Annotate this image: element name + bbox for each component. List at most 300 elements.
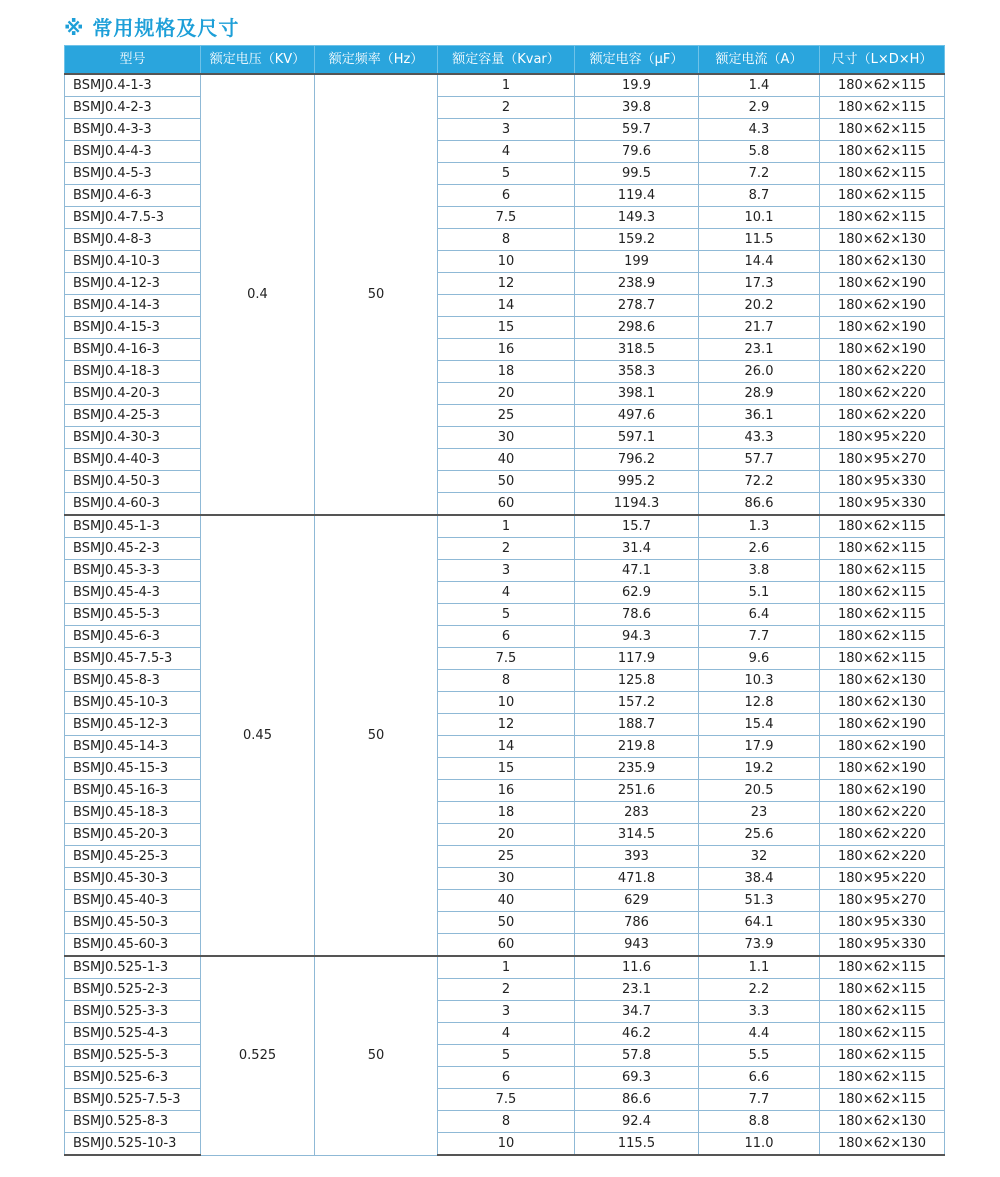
cell-dimensions: 180×62×130 — [820, 1133, 945, 1156]
cell-capacitance: 358.3 — [575, 361, 699, 383]
cell-model: BSMJ0.45-5-3 — [65, 604, 201, 626]
cell-capacitance: 298.6 — [575, 317, 699, 339]
header-voltage: 额定电压（KV） — [201, 46, 315, 75]
cell-capacity: 20 — [438, 383, 575, 405]
cell-model: BSMJ0.525-5-3 — [65, 1045, 201, 1067]
cell-model: BSMJ0.4-2-3 — [65, 97, 201, 119]
cell-model: BSMJ0.4-16-3 — [65, 339, 201, 361]
cell-current: 51.3 — [699, 890, 820, 912]
cell-current: 11.5 — [699, 229, 820, 251]
cell-model: BSMJ0.4-4-3 — [65, 141, 201, 163]
cell-model: BSMJ0.525-6-3 — [65, 1067, 201, 1089]
cell-dimensions: 180×62×130 — [820, 229, 945, 251]
cell-dimensions: 180×62×115 — [820, 979, 945, 1001]
cell-model: BSMJ0.45-15-3 — [65, 758, 201, 780]
cell-capacitance: 117.9 — [575, 648, 699, 670]
cell-dimensions: 180×62×190 — [820, 736, 945, 758]
cell-capacitance: 119.4 — [575, 185, 699, 207]
cell-capacitance: 597.1 — [575, 427, 699, 449]
cell-current: 1.4 — [699, 74, 820, 97]
cell-model: BSMJ0.45-25-3 — [65, 846, 201, 868]
cell-dimensions: 180×62×130 — [820, 251, 945, 273]
table-row — [65, 427, 945, 449]
cell-model: BSMJ0.45-30-3 — [65, 868, 201, 890]
table-row — [65, 692, 945, 714]
cell-dimensions: 180×62×115 — [820, 648, 945, 670]
cell-capacity: 1 — [438, 74, 575, 97]
table-row — [65, 846, 945, 868]
cell-capacity: 15 — [438, 758, 575, 780]
cell-current: 2.9 — [699, 97, 820, 119]
cell-dimensions: 180×62×115 — [820, 74, 945, 97]
cell-current: 38.4 — [699, 868, 820, 890]
table-row — [65, 339, 945, 361]
cell-current: 10.1 — [699, 207, 820, 229]
header-row — [65, 46, 945, 75]
cell-capacitance: 149.3 — [575, 207, 699, 229]
cell-model: BSMJ0.525-4-3 — [65, 1023, 201, 1045]
table-row — [65, 229, 945, 251]
cell-model: BSMJ0.525-3-3 — [65, 1001, 201, 1023]
cell-capacity: 50 — [438, 471, 575, 493]
cell-capacity: 8 — [438, 670, 575, 692]
cell-capacitance: 79.6 — [575, 141, 699, 163]
cell-current: 23.1 — [699, 339, 820, 361]
cell-current: 25.6 — [699, 824, 820, 846]
cell-capacity: 60 — [438, 493, 575, 516]
cell-capacity: 14 — [438, 295, 575, 317]
cell-current: 5.8 — [699, 141, 820, 163]
cell-capacity: 5 — [438, 604, 575, 626]
cell-current: 43.3 — [699, 427, 820, 449]
cell-capacity: 12 — [438, 714, 575, 736]
cell-current: 21.7 — [699, 317, 820, 339]
cell-current: 10.3 — [699, 670, 820, 692]
table-row — [65, 1001, 945, 1023]
cell-dimensions: 180×95×220 — [820, 868, 945, 890]
cell-current: 20.2 — [699, 295, 820, 317]
page-title: ※ 常用规格及尺寸 — [64, 16, 240, 40]
table-row — [65, 163, 945, 185]
cell-model: BSMJ0.525-1-3 — [65, 956, 201, 979]
header-model: 型号 — [65, 46, 201, 75]
cell-capacity: 15 — [438, 317, 575, 339]
cell-dimensions: 180×95×330 — [820, 471, 945, 493]
table-row — [65, 890, 945, 912]
cell-capacity: 6 — [438, 626, 575, 648]
cell-current: 8.7 — [699, 185, 820, 207]
cell-capacity: 30 — [438, 427, 575, 449]
cell-voltage: 0.525 — [201, 956, 315, 1155]
cell-capacitance: 497.6 — [575, 405, 699, 427]
cell-dimensions: 180×62×190 — [820, 714, 945, 736]
cell-capacity: 2 — [438, 97, 575, 119]
cell-capacity: 30 — [438, 868, 575, 890]
cell-capacitance: 47.1 — [575, 560, 699, 582]
table-row — [65, 493, 945, 516]
cell-model: BSMJ0.4-40-3 — [65, 449, 201, 471]
cell-capacitance: 57.8 — [575, 1045, 699, 1067]
cell-current: 64.1 — [699, 912, 820, 934]
cell-model: BSMJ0.45-4-3 — [65, 582, 201, 604]
cell-current: 5.1 — [699, 582, 820, 604]
cell-frequency: 50 — [315, 515, 438, 956]
cell-model: BSMJ0.525-2-3 — [65, 979, 201, 1001]
cell-current: 26.0 — [699, 361, 820, 383]
cell-current: 2.6 — [699, 538, 820, 560]
cell-capacity: 8 — [438, 1111, 575, 1133]
table-row — [65, 868, 945, 890]
cell-capacity: 16 — [438, 339, 575, 361]
table-row — [65, 317, 945, 339]
cell-dimensions: 180×62×115 — [820, 515, 945, 538]
table-row — [65, 824, 945, 846]
cell-capacity: 6 — [438, 1067, 575, 1089]
cell-capacitance: 995.2 — [575, 471, 699, 493]
cell-current: 7.2 — [699, 163, 820, 185]
cell-model: BSMJ0.45-7.5-3 — [65, 648, 201, 670]
cell-capacitance: 11.6 — [575, 956, 699, 979]
cell-model: BSMJ0.4-12-3 — [65, 273, 201, 295]
cell-capacity: 4 — [438, 1023, 575, 1045]
spec-table-header — [65, 46, 945, 75]
cell-model: BSMJ0.45-8-3 — [65, 670, 201, 692]
cell-current: 1.1 — [699, 956, 820, 979]
cell-capacity: 50 — [438, 912, 575, 934]
cell-dimensions: 180×62×190 — [820, 780, 945, 802]
cell-dimensions: 180×62×190 — [820, 758, 945, 780]
cell-capacitance: 39.8 — [575, 97, 699, 119]
cell-current: 14.4 — [699, 251, 820, 273]
cell-model: BSMJ0.45-6-3 — [65, 626, 201, 648]
cell-model: BSMJ0.4-6-3 — [65, 185, 201, 207]
table-row — [65, 1089, 945, 1111]
cell-model: BSMJ0.525-7.5-3 — [65, 1089, 201, 1111]
cell-capacity: 14 — [438, 736, 575, 758]
cell-capacitance: 943 — [575, 934, 699, 957]
table-row — [65, 714, 945, 736]
header-capacity: 额定容量（Kvar） — [438, 46, 575, 75]
cell-dimensions: 180×62×220 — [820, 405, 945, 427]
cell-dimensions: 180×95×270 — [820, 449, 945, 471]
cell-model: BSMJ0.4-18-3 — [65, 361, 201, 383]
cell-model: BSMJ0.4-8-3 — [65, 229, 201, 251]
cell-current: 20.5 — [699, 780, 820, 802]
cell-current: 3.3 — [699, 1001, 820, 1023]
table-row — [65, 361, 945, 383]
cell-capacitance: 471.8 — [575, 868, 699, 890]
cell-model: BSMJ0.45-10-3 — [65, 692, 201, 714]
table-row — [65, 295, 945, 317]
cell-capacitance: 318.5 — [575, 339, 699, 361]
cell-dimensions: 180×62×220 — [820, 802, 945, 824]
table-row — [65, 626, 945, 648]
cell-dimensions: 180×62×130 — [820, 670, 945, 692]
cell-dimensions: 180×62×115 — [820, 1001, 945, 1023]
cell-model: BSMJ0.4-50-3 — [65, 471, 201, 493]
cell-current: 72.2 — [699, 471, 820, 493]
cell-capacitance: 157.2 — [575, 692, 699, 714]
header-frequency: 额定频率（Hz） — [315, 46, 438, 75]
cell-dimensions: 180×62×115 — [820, 582, 945, 604]
cell-dimensions: 180×95×220 — [820, 427, 945, 449]
cell-frequency: 50 — [315, 956, 438, 1155]
cell-capacity: 7.5 — [438, 207, 575, 229]
cell-capacity: 2 — [438, 979, 575, 1001]
cell-capacity: 6 — [438, 185, 575, 207]
cell-capacitance: 786 — [575, 912, 699, 934]
spec-group — [65, 74, 945, 515]
cell-capacity: 10 — [438, 251, 575, 273]
table-row — [65, 582, 945, 604]
cell-capacity: 4 — [438, 141, 575, 163]
cell-dimensions: 180×62×115 — [820, 1089, 945, 1111]
cell-dimensions: 180×62×115 — [820, 956, 945, 979]
cell-dimensions: 180×62×115 — [820, 1023, 945, 1045]
cell-current: 11.0 — [699, 1133, 820, 1156]
table-row — [65, 560, 945, 582]
cell-current: 12.8 — [699, 692, 820, 714]
spec-group — [65, 956, 945, 1155]
cell-capacitance: 46.2 — [575, 1023, 699, 1045]
cell-current: 36.1 — [699, 405, 820, 427]
cell-frequency: 50 — [315, 74, 438, 515]
cell-capacity: 7.5 — [438, 1089, 575, 1111]
cell-model: BSMJ0.4-25-3 — [65, 405, 201, 427]
spec-table — [64, 45, 945, 1156]
cell-capacitance: 59.7 — [575, 119, 699, 141]
cell-dimensions: 180×62×130 — [820, 692, 945, 714]
cell-current: 57.7 — [699, 449, 820, 471]
cell-model: BSMJ0.45-18-3 — [65, 802, 201, 824]
cell-dimensions: 180×62×115 — [820, 1067, 945, 1089]
table-row — [65, 802, 945, 824]
cell-dimensions: 180×62×190 — [820, 339, 945, 361]
cell-model: BSMJ0.45-1-3 — [65, 515, 201, 538]
cell-capacitance: 188.7 — [575, 714, 699, 736]
table-row — [65, 780, 945, 802]
cell-capacitance: 31.4 — [575, 538, 699, 560]
header-dimensions: 尺寸（L×D×H） — [820, 46, 945, 75]
cell-capacitance: 235.9 — [575, 758, 699, 780]
table-row — [65, 515, 945, 538]
cell-dimensions: 180×95×330 — [820, 934, 945, 957]
cell-capacity: 16 — [438, 780, 575, 802]
cell-current: 7.7 — [699, 1089, 820, 1111]
cell-capacity: 4 — [438, 582, 575, 604]
cell-current: 1.3 — [699, 515, 820, 538]
cell-capacity: 20 — [438, 824, 575, 846]
table-row — [65, 648, 945, 670]
table-row — [65, 979, 945, 1001]
cell-dimensions: 180×62×115 — [820, 560, 945, 582]
cell-current: 6.6 — [699, 1067, 820, 1089]
table-row — [65, 449, 945, 471]
cell-capacity: 1 — [438, 956, 575, 979]
cell-capacity: 40 — [438, 890, 575, 912]
header-capacitance: 额定电容（μF） — [575, 46, 699, 75]
cell-capacity: 1 — [438, 515, 575, 538]
cell-capacitance: 94.3 — [575, 626, 699, 648]
cell-capacitance: 115.5 — [575, 1133, 699, 1156]
cell-model: BSMJ0.45-12-3 — [65, 714, 201, 736]
cell-dimensions: 180×95×330 — [820, 912, 945, 934]
cell-capacity: 3 — [438, 560, 575, 582]
cell-capacitance: 251.6 — [575, 780, 699, 802]
cell-dimensions: 180×62×115 — [820, 163, 945, 185]
cell-model: BSMJ0.45-2-3 — [65, 538, 201, 560]
cell-model: BSMJ0.4-15-3 — [65, 317, 201, 339]
cell-capacitance: 23.1 — [575, 979, 699, 1001]
cell-dimensions: 180×95×270 — [820, 890, 945, 912]
cell-dimensions: 180×62×115 — [820, 1045, 945, 1067]
cell-current: 17.9 — [699, 736, 820, 758]
cell-current: 5.5 — [699, 1045, 820, 1067]
cell-model: BSMJ0.4-10-3 — [65, 251, 201, 273]
cell-current: 4.4 — [699, 1023, 820, 1045]
cell-dimensions: 180×62×220 — [820, 824, 945, 846]
table-row — [65, 1133, 945, 1156]
table-row — [65, 273, 945, 295]
cell-current: 73.9 — [699, 934, 820, 957]
cell-capacitance: 99.5 — [575, 163, 699, 185]
table-row — [65, 604, 945, 626]
cell-dimensions: 180×62×115 — [820, 141, 945, 163]
table-row — [65, 119, 945, 141]
cell-capacitance: 238.9 — [575, 273, 699, 295]
cell-dimensions: 180×62×115 — [820, 538, 945, 560]
cell-model: BSMJ0.4-30-3 — [65, 427, 201, 449]
cell-capacitance: 398.1 — [575, 383, 699, 405]
cell-capacity: 18 — [438, 361, 575, 383]
cell-capacity: 10 — [438, 1133, 575, 1156]
cell-capacitance: 62.9 — [575, 582, 699, 604]
cell-capacity: 60 — [438, 934, 575, 957]
cell-capacity: 25 — [438, 405, 575, 427]
cell-dimensions: 180×62×190 — [820, 273, 945, 295]
cell-capacity: 25 — [438, 846, 575, 868]
cell-current: 4.3 — [699, 119, 820, 141]
cell-capacity: 40 — [438, 449, 575, 471]
table-row — [65, 405, 945, 427]
table-row — [65, 97, 945, 119]
cell-model: BSMJ0.525-10-3 — [65, 1133, 201, 1156]
table-row — [65, 207, 945, 229]
cell-capacitance: 92.4 — [575, 1111, 699, 1133]
table-row — [65, 251, 945, 273]
table-row — [65, 1067, 945, 1089]
cell-current: 17.3 — [699, 273, 820, 295]
cell-current: 6.4 — [699, 604, 820, 626]
cell-model: BSMJ0.45-3-3 — [65, 560, 201, 582]
cell-capacitance: 393 — [575, 846, 699, 868]
table-row — [65, 956, 945, 979]
cell-capacitance: 19.9 — [575, 74, 699, 97]
cell-current: 32 — [699, 846, 820, 868]
cell-current: 23 — [699, 802, 820, 824]
cell-current: 15.4 — [699, 714, 820, 736]
cell-capacitance: 1194.3 — [575, 493, 699, 516]
cell-voltage: 0.45 — [201, 515, 315, 956]
cell-dimensions: 180×62×220 — [820, 846, 945, 868]
table-row — [65, 1111, 945, 1133]
cell-capacity: 5 — [438, 1045, 575, 1067]
cell-capacity: 12 — [438, 273, 575, 295]
table-row — [65, 736, 945, 758]
cell-dimensions: 180×62×115 — [820, 119, 945, 141]
cell-dimensions: 180×62×115 — [820, 97, 945, 119]
spec-group — [65, 515, 945, 956]
cell-model: BSMJ0.4-5-3 — [65, 163, 201, 185]
cell-capacitance: 314.5 — [575, 824, 699, 846]
cell-model: BSMJ0.45-14-3 — [65, 736, 201, 758]
table-row — [65, 471, 945, 493]
cell-dimensions: 180×62×115 — [820, 207, 945, 229]
cell-model: BSMJ0.45-50-3 — [65, 912, 201, 934]
table-row — [65, 383, 945, 405]
cell-model: BSMJ0.45-40-3 — [65, 890, 201, 912]
cell-dimensions: 180×62×130 — [820, 1111, 945, 1133]
cell-model: BSMJ0.4-60-3 — [65, 493, 201, 516]
cell-dimensions: 180×62×220 — [820, 361, 945, 383]
cell-current: 7.7 — [699, 626, 820, 648]
table-row — [65, 141, 945, 163]
cell-capacitance: 283 — [575, 802, 699, 824]
cell-current: 28.9 — [699, 383, 820, 405]
cell-capacitance: 86.6 — [575, 1089, 699, 1111]
cell-dimensions: 180×62×115 — [820, 626, 945, 648]
cell-model: BSMJ0.4-20-3 — [65, 383, 201, 405]
cell-capacitance: 219.8 — [575, 736, 699, 758]
cell-capacitance: 78.6 — [575, 604, 699, 626]
cell-model: BSMJ0.4-1-3 — [65, 74, 201, 97]
cell-current: 8.8 — [699, 1111, 820, 1133]
cell-capacity: 18 — [438, 802, 575, 824]
cell-current: 86.6 — [699, 493, 820, 516]
cell-voltage: 0.4 — [201, 74, 315, 515]
cell-capacity: 3 — [438, 119, 575, 141]
cell-model: BSMJ0.45-16-3 — [65, 780, 201, 802]
cell-capacitance: 159.2 — [575, 229, 699, 251]
table-row — [65, 1023, 945, 1045]
cell-capacity: 3 — [438, 1001, 575, 1023]
cell-capacitance: 15.7 — [575, 515, 699, 538]
cell-model: BSMJ0.525-8-3 — [65, 1111, 201, 1133]
cell-dimensions: 180×62×220 — [820, 383, 945, 405]
cell-dimensions: 180×62×190 — [820, 295, 945, 317]
table-row — [65, 670, 945, 692]
table-row — [65, 758, 945, 780]
cell-dimensions: 180×62×115 — [820, 185, 945, 207]
header-current: 额定电流（A） — [699, 46, 820, 75]
cell-capacitance: 278.7 — [575, 295, 699, 317]
cell-capacitance: 796.2 — [575, 449, 699, 471]
table-row — [65, 934, 945, 957]
cell-current: 2.2 — [699, 979, 820, 1001]
cell-capacitance: 125.8 — [575, 670, 699, 692]
cell-capacity: 7.5 — [438, 648, 575, 670]
cell-model: BSMJ0.4-7.5-3 — [65, 207, 201, 229]
cell-current: 19.2 — [699, 758, 820, 780]
cell-dimensions: 180×62×115 — [820, 604, 945, 626]
cell-dimensions: 180×62×190 — [820, 317, 945, 339]
cell-capacitance: 629 — [575, 890, 699, 912]
cell-capacitance: 199 — [575, 251, 699, 273]
table-row — [65, 185, 945, 207]
table-row — [65, 912, 945, 934]
table-row — [65, 1045, 945, 1067]
cell-capacitance: 34.7 — [575, 1001, 699, 1023]
